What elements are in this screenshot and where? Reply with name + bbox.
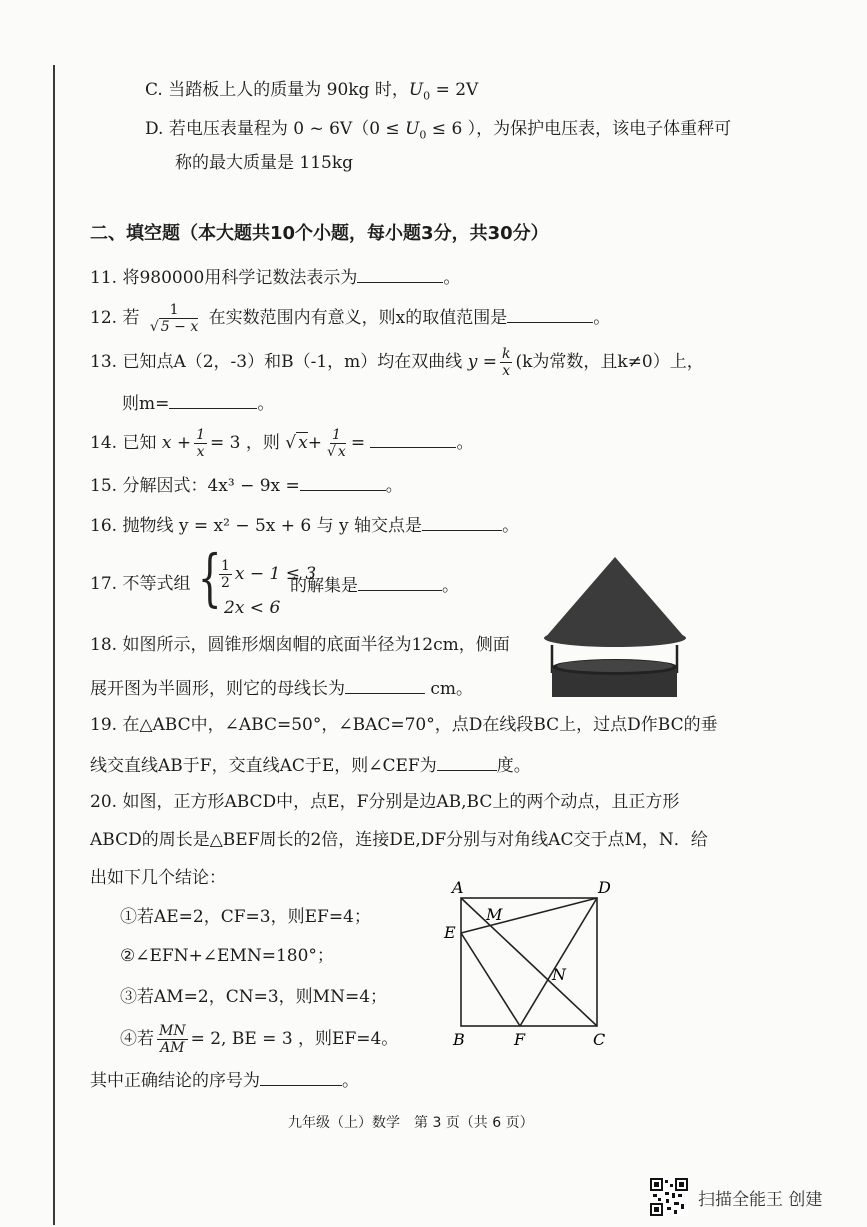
q20-c4-frac-den: AM [160,1040,185,1056]
option-c-var: U [408,80,424,100]
q14-frac2-den: √ x [327,444,346,460]
q14-frac2-den-radicand: x [337,444,346,460]
q17-ineq1-rest: x − 1 ≤ 3 [234,564,317,584]
q13-frac-den: x [502,363,511,379]
label-f: F [514,1030,526,1049]
cone-base-ellipse [544,629,686,647]
q17-text: 不等式组 [122,574,191,594]
q20-end: 。 [342,1071,359,1091]
q17-frac-num: 1 [221,558,230,574]
segment-df [520,898,597,1026]
q18-line2-text: 展开图为半圆形，则它的母线长为 [90,679,345,699]
section-title: 二、填空题（本大题共10个小题，每小题3分，共30分） [90,223,549,244]
question-17 [90,572,190,596]
label-d: D [598,878,611,897]
page-footer: 九年级（上）数学 第 3 页（共 6 页） [288,1115,534,1131]
q20-conclusion-1: ①若AE=2，CF=3，则EF=4； [120,907,371,927]
q15-number: 15. [90,476,118,496]
q14-sqrt-x: x [298,433,308,453]
option-d-text2: ≤ 6 ），为保护电压表，该电子体重秤可 [426,119,732,139]
q16-answer-blank[interactable] [422,512,502,531]
q20-c4-pre: ④若 [120,1029,154,1049]
q12-end: 。 [593,308,611,328]
question-11 [90,264,460,290]
question-14: 14. 已知 x + $\frac{1}{x}$ = 3 ，则 √ x+ $\frac{1}{√ x}$ = 。 [90,427,474,460]
label-c: C [593,1030,606,1049]
q14-answer-blank[interactable] [370,429,456,448]
q17-number: 17. [90,574,118,594]
q14-frac-num: 1 [196,427,206,443]
q16-number: 16. [90,516,118,536]
q20-answer-blank[interactable] [260,1067,342,1086]
q13-frac-num: k [501,346,511,362]
q15-text: 分解因式：4x³ − 9x = [122,476,300,496]
cone-body [544,557,686,639]
option-d [145,117,731,147]
q14-eq: = 3 ，则 [210,433,280,453]
option-c-label: C. [145,80,163,100]
q14-frac-den: x [196,444,205,460]
q19-line2 [90,752,531,778]
q13-line2 [122,390,274,416]
q11-end: 。 [443,268,461,288]
q20-line3: 出如下几个结论： [90,868,226,888]
q17-brace: { [197,541,222,614]
question-13 [90,342,704,382]
question-15 [90,472,403,498]
q14-plus: + [307,433,322,453]
q12-number: 12. [90,308,118,328]
q14-frac2-num: 1 [331,427,341,443]
q18-unit: cm。 [430,679,474,699]
q19-line2-text: 线交直线AB于F，交直线AC于E，则∠CEF为 [90,756,437,776]
q14-fraction [194,427,207,460]
q11-text: 将980000用科学记数法表示为 [122,268,358,288]
q17-frac-den: 2 [221,575,230,591]
q12-frac-den: √ 5 − x [149,319,199,335]
label-n: N [552,965,566,984]
q12-fraction [148,302,200,335]
q13-number: 13. [90,352,118,372]
q16-end: 。 [502,516,520,536]
q20-c4-frac [157,1023,188,1056]
q17-ineq1-frac [219,558,232,591]
option-c-text: 当踏板上人的质量为 90kg 时， [168,80,409,100]
question-20 [90,790,679,814]
q12-frac-den-radicand: 5 − x [160,319,199,335]
label-a: A [452,878,464,897]
question-18 [90,633,510,657]
option-c [145,78,478,108]
label-m: M [486,905,503,924]
question-19 [90,713,718,737]
q20-conclusion-text: 其中正确结论的序号为 [90,1071,260,1091]
q13-line2-text: 则m= [122,394,170,414]
qr-code-icon [650,1178,688,1216]
q18-line2 [90,675,473,701]
q14-number: 14. [90,433,118,453]
q17-end: 。 [442,576,459,596]
q12-post: 在实数范围内有意义，则x的取值范围是 [208,308,508,328]
question-12 [90,298,610,338]
label-b: B [453,1030,465,1049]
diagonal-ac [461,898,597,1026]
q11-number: 11. [90,268,118,288]
q14-eq2: = [350,433,366,453]
q19-unit: 度。 [496,756,531,776]
q14-fraction-2 [325,427,348,460]
question-16 [90,512,519,538]
q20-conclusion-2: ②∠EFN+∠EMN=180°； [120,946,334,966]
q12-frac-num: 1 [169,302,179,318]
q17-tail-line [290,572,459,598]
segment-ef [461,933,520,1026]
q13-end: 。 [257,394,275,414]
q20-line2: ABCD的周长是△BEF周长的2倍，连接DE,DF分别与对角线AC交于点M，N．给 [90,830,708,850]
q13-eq-lhs: y = [467,352,497,372]
segment-de [461,898,597,933]
option-d-text1: 若电压表量程为 0 ~ 6V（0 ≤ [168,119,406,139]
q12-answer-blank[interactable] [507,304,593,323]
q14-end: 。 [456,433,474,453]
q14-pre: 已知 [122,433,157,453]
option-c-after: = 2V [430,80,479,100]
q18-number: 18. [90,635,118,655]
label-e: E [444,923,456,942]
q20-c4-frac-num: MN [159,1023,186,1039]
cone-chimney-cap-figure [540,555,690,703]
square-abcd-figure [438,875,623,1050]
q13-answer-blank[interactable] [169,390,257,409]
q17-tail: 的解集是 [290,576,358,596]
q18-text: 如图所示，圆锥形烟囱帽的底面半径为12cm，侧面 [122,635,510,655]
option-c-sub: 0 [423,89,431,103]
q20-conclusion-3: ③若AM=2，CN=3，则MN=4； [120,987,388,1007]
page-margin-line [53,65,55,1225]
q11-answer-blank[interactable] [357,264,443,283]
option-d-sub: 0 [419,128,427,142]
q16-text: 抛物线 y = x² − 5x + 6 与 y 轴交点是 [122,516,423,536]
option-d-label: D. [145,119,164,139]
q17-ineq2: 2x < 6 [224,598,281,618]
q20-c4-mid: = 2, BE = 3 ，则EF=4。 [190,1029,399,1049]
q15-end: 。 [385,476,403,496]
q13-fraction [500,346,512,379]
option-d-var: U [405,119,420,139]
q14-x: x + [161,433,192,453]
q19-answer-blank[interactable] [437,752,497,771]
scanner-watermark: 扫描全能王 创建 [698,1190,823,1210]
q19-text: 在△ABC中，∠ABC=50°，∠BAC=70°，点D在线段BC上，过点D作BC的垂 [122,715,718,735]
q17-answer-blank[interactable] [358,572,442,591]
q20-number: 20. [90,792,118,812]
q12-pre: 若 [122,308,140,328]
q20-conclusion-4 [120,1019,398,1059]
q13-text: 已知点A（2，-3）和B（-1，m）均在双曲线 [122,352,463,372]
q18-answer-blank[interactable] [345,675,425,694]
q19-number: 19. [90,715,118,735]
q20-text: 如图，正方形ABCD中，点E，F分别是边AB,BC上的两个动点，且正方形 [122,792,680,812]
q15-answer-blank[interactable] [300,472,386,491]
q13-tail: (k为常数，且k≠0）上， [515,352,704,372]
q20-conclusion-line [90,1067,359,1093]
chimney-pipe-top-inner [557,660,673,672]
option-d-line2: 称的最大质量是 115kg [175,153,354,173]
